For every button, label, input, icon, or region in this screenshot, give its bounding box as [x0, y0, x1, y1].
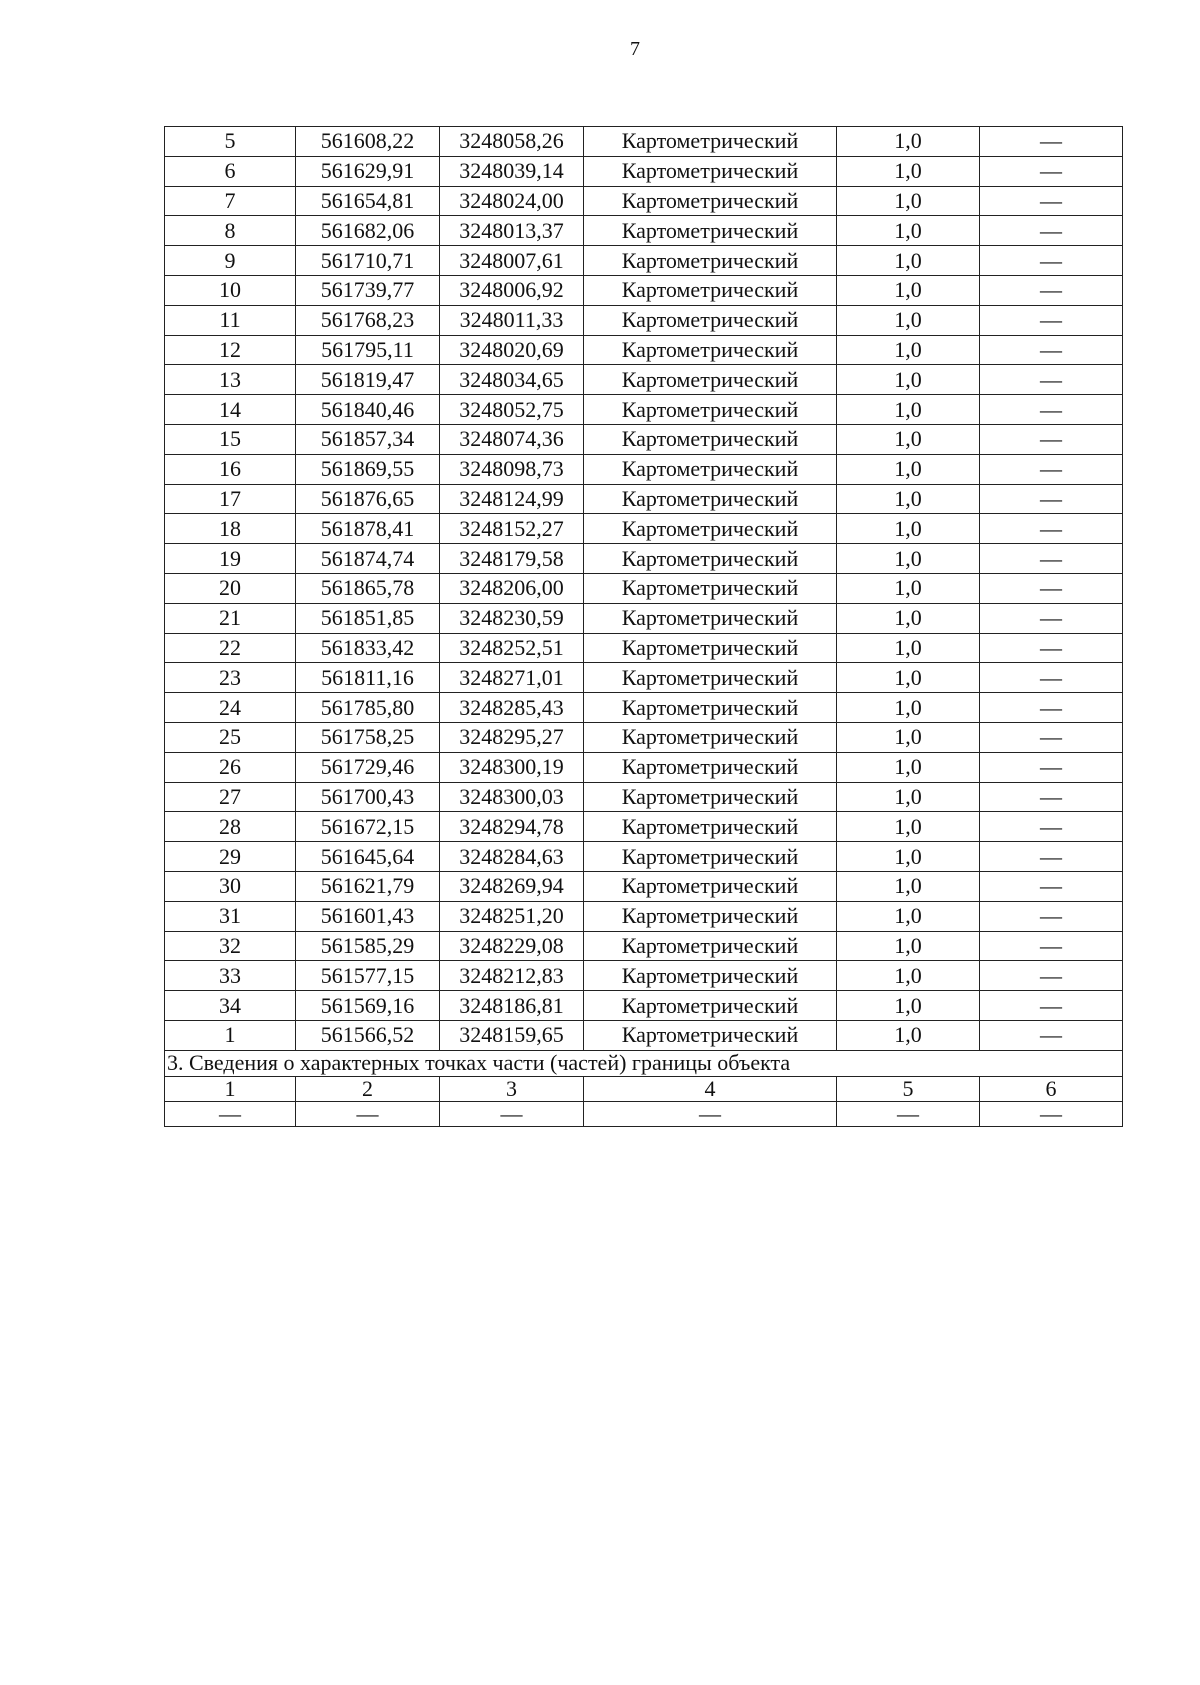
- y-coordinate-cell: 3248124,99: [440, 484, 584, 514]
- table-row: [165, 603, 1123, 633]
- table-row: [165, 663, 1123, 693]
- point-number-cell: 16: [165, 454, 296, 484]
- x-coordinate-cell: 561869,55: [296, 454, 440, 484]
- note-cell: —: [980, 454, 1123, 484]
- accuracy-cell: 1,0: [837, 216, 980, 246]
- x-coordinate-cell: 561645,64: [296, 842, 440, 872]
- method-cell: Картометрический: [584, 395, 837, 425]
- empty-cell: —: [165, 1101, 296, 1126]
- empty-cell: —: [584, 1101, 837, 1126]
- empty-cell: —: [440, 1101, 584, 1126]
- point-number-cell: 10: [165, 275, 296, 305]
- y-coordinate-cell: 3248294,78: [440, 812, 584, 842]
- note-cell: —: [980, 127, 1123, 157]
- y-coordinate-cell: 3248269,94: [440, 871, 584, 901]
- note-cell: —: [980, 1020, 1123, 1050]
- accuracy-cell: 1,0: [837, 156, 980, 186]
- point-number-cell: 21: [165, 603, 296, 633]
- empty-cell: —: [980, 1101, 1123, 1126]
- note-cell: —: [980, 424, 1123, 454]
- y-coordinate-cell: 3248020,69: [440, 335, 584, 365]
- note-cell: —: [980, 544, 1123, 574]
- y-coordinate-cell: 3248098,73: [440, 454, 584, 484]
- method-cell: Картометрический: [584, 812, 837, 842]
- y-coordinate-cell: 3248271,01: [440, 663, 584, 693]
- y-coordinate-cell: 3248034,65: [440, 365, 584, 395]
- method-cell: Картометрический: [584, 156, 837, 186]
- accuracy-cell: 1,0: [837, 246, 980, 276]
- x-coordinate-cell: 561654,81: [296, 186, 440, 216]
- y-coordinate-cell: 3248074,36: [440, 424, 584, 454]
- column-number-cell: 1: [165, 1076, 296, 1101]
- table-row: [165, 246, 1123, 276]
- y-coordinate-cell: 3248024,00: [440, 186, 584, 216]
- y-coordinate-cell: 3248013,37: [440, 216, 584, 246]
- x-coordinate-cell: 561758,25: [296, 722, 440, 752]
- table-row: [165, 961, 1123, 991]
- coordinates-table-body: [165, 127, 1123, 1051]
- point-number-cell: 9: [165, 246, 296, 276]
- x-coordinate-cell: 561819,47: [296, 365, 440, 395]
- note-cell: —: [980, 573, 1123, 603]
- point-number-cell: 26: [165, 752, 296, 782]
- note-cell: —: [980, 901, 1123, 931]
- accuracy-cell: 1,0: [837, 633, 980, 663]
- y-coordinate-cell: 3248284,63: [440, 842, 584, 872]
- table-row: [165, 424, 1123, 454]
- table-row: [165, 752, 1123, 782]
- accuracy-cell: 1,0: [837, 573, 980, 603]
- table-row: [165, 216, 1123, 246]
- table-row: [165, 127, 1123, 157]
- method-cell: Картометрический: [584, 186, 837, 216]
- method-cell: Картометрический: [584, 931, 837, 961]
- page-number: 7: [630, 38, 640, 60]
- note-cell: —: [980, 633, 1123, 663]
- note-cell: —: [980, 991, 1123, 1021]
- method-cell: Картометрический: [584, 1020, 837, 1050]
- y-coordinate-cell: 3248252,51: [440, 633, 584, 663]
- method-cell: Картометрический: [584, 871, 837, 901]
- method-cell: Картометрический: [584, 901, 837, 931]
- point-number-cell: 11: [165, 305, 296, 335]
- method-cell: Картометрический: [584, 305, 837, 335]
- x-coordinate-cell: 561601,43: [296, 901, 440, 931]
- method-cell: Картометрический: [584, 573, 837, 603]
- x-coordinate-cell: 561700,43: [296, 782, 440, 812]
- x-coordinate-cell: 561621,79: [296, 871, 440, 901]
- table-row: [165, 812, 1123, 842]
- table-row: [165, 991, 1123, 1021]
- x-coordinate-cell: 561865,78: [296, 573, 440, 603]
- y-coordinate-cell: 3248007,61: [440, 246, 584, 276]
- point-number-cell: 19: [165, 544, 296, 574]
- point-number-cell: 28: [165, 812, 296, 842]
- section3-empty-row: [165, 1101, 1123, 1126]
- x-coordinate-cell: 561585,29: [296, 931, 440, 961]
- method-cell: Картометрический: [584, 991, 837, 1021]
- table-row: [165, 275, 1123, 305]
- note-cell: —: [980, 752, 1123, 782]
- x-coordinate-cell: 561710,71: [296, 246, 440, 276]
- accuracy-cell: 1,0: [837, 365, 980, 395]
- x-coordinate-cell: 561566,52: [296, 1020, 440, 1050]
- table-row: [165, 871, 1123, 901]
- accuracy-cell: 1,0: [837, 693, 980, 723]
- accuracy-cell: 1,0: [837, 782, 980, 812]
- note-cell: —: [980, 603, 1123, 633]
- method-cell: Картометрический: [584, 514, 837, 544]
- method-cell: Картометрический: [584, 633, 837, 663]
- x-coordinate-cell: 561785,80: [296, 693, 440, 723]
- table-row: [165, 514, 1123, 544]
- note-cell: —: [980, 275, 1123, 305]
- y-coordinate-cell: 3248300,19: [440, 752, 584, 782]
- accuracy-cell: 1,0: [837, 603, 980, 633]
- empty-cell: —: [296, 1101, 440, 1126]
- point-number-cell: 24: [165, 693, 296, 723]
- table-row: [165, 156, 1123, 186]
- x-coordinate-cell: 561682,06: [296, 216, 440, 246]
- accuracy-cell: 1,0: [837, 454, 980, 484]
- x-coordinate-cell: 561629,91: [296, 156, 440, 186]
- y-coordinate-cell: 3248212,83: [440, 961, 584, 991]
- accuracy-cell: 1,0: [837, 275, 980, 305]
- accuracy-cell: 1,0: [837, 931, 980, 961]
- point-number-cell: 8: [165, 216, 296, 246]
- point-number-cell: 13: [165, 365, 296, 395]
- note-cell: —: [980, 156, 1123, 186]
- method-cell: Картометрический: [584, 127, 837, 157]
- method-cell: Картометрический: [584, 275, 837, 305]
- table-row: [165, 484, 1123, 514]
- note-cell: —: [980, 365, 1123, 395]
- y-coordinate-cell: 3248006,92: [440, 275, 584, 305]
- point-number-cell: 32: [165, 931, 296, 961]
- x-coordinate-cell: 561840,46: [296, 395, 440, 425]
- table-row: [165, 782, 1123, 812]
- column-number-cell: 2: [296, 1076, 440, 1101]
- accuracy-cell: 1,0: [837, 961, 980, 991]
- method-cell: Картометрический: [584, 216, 837, 246]
- note-cell: —: [980, 395, 1123, 425]
- section3-column-numbers-row: [165, 1076, 1123, 1101]
- accuracy-cell: 1,0: [837, 842, 980, 872]
- note-cell: —: [980, 961, 1123, 991]
- point-number-cell: 14: [165, 395, 296, 425]
- point-number-cell: 23: [165, 663, 296, 693]
- table-row: [165, 365, 1123, 395]
- point-number-cell: 34: [165, 991, 296, 1021]
- y-coordinate-cell: 3248295,27: [440, 722, 584, 752]
- x-coordinate-cell: 561672,15: [296, 812, 440, 842]
- point-number-cell: 29: [165, 842, 296, 872]
- x-coordinate-cell: 561569,16: [296, 991, 440, 1021]
- x-coordinate-cell: 561795,11: [296, 335, 440, 365]
- note-cell: —: [980, 663, 1123, 693]
- section3-title: 3. Сведения о характерных точках части (частей) границы объекта: [165, 1050, 1123, 1076]
- point-number-cell: 33: [165, 961, 296, 991]
- method-cell: Картометрический: [584, 752, 837, 782]
- accuracy-cell: 1,0: [837, 424, 980, 454]
- accuracy-cell: 1,0: [837, 335, 980, 365]
- note-cell: —: [980, 335, 1123, 365]
- y-coordinate-cell: 3248179,58: [440, 544, 584, 574]
- point-number-cell: 15: [165, 424, 296, 454]
- table-row: [165, 186, 1123, 216]
- accuracy-cell: 1,0: [837, 186, 980, 216]
- point-number-cell: 27: [165, 782, 296, 812]
- y-coordinate-cell: 3248251,20: [440, 901, 584, 931]
- note-cell: —: [980, 871, 1123, 901]
- y-coordinate-cell: 3248206,00: [440, 573, 584, 603]
- note-cell: —: [980, 693, 1123, 723]
- column-number-cell: 5: [837, 1076, 980, 1101]
- x-coordinate-cell: 561851,85: [296, 603, 440, 633]
- table-row: [165, 454, 1123, 484]
- accuracy-cell: 1,0: [837, 1020, 980, 1050]
- method-cell: Картометрический: [584, 663, 837, 693]
- y-coordinate-cell: 3248159,65: [440, 1020, 584, 1050]
- x-coordinate-cell: 561874,74: [296, 544, 440, 574]
- method-cell: Картометрический: [584, 335, 837, 365]
- method-cell: Картометрический: [584, 722, 837, 752]
- x-coordinate-cell: 561857,34: [296, 424, 440, 454]
- accuracy-cell: 1,0: [837, 544, 980, 574]
- accuracy-cell: 1,0: [837, 305, 980, 335]
- accuracy-cell: 1,0: [837, 901, 980, 931]
- method-cell: Картометрический: [584, 365, 837, 395]
- point-number-cell: 22: [165, 633, 296, 663]
- table-row: [165, 573, 1123, 603]
- section3-title-row: [165, 1050, 1123, 1076]
- column-number-cell: 4: [584, 1076, 837, 1101]
- accuracy-cell: 1,0: [837, 663, 980, 693]
- point-number-cell: 5: [165, 127, 296, 157]
- y-coordinate-cell: 3248230,59: [440, 603, 584, 633]
- point-number-cell: 31: [165, 901, 296, 931]
- point-number-cell: 12: [165, 335, 296, 365]
- method-cell: Картометрический: [584, 484, 837, 514]
- table-row: [165, 544, 1123, 574]
- note-cell: —: [980, 186, 1123, 216]
- table-row: [165, 722, 1123, 752]
- x-coordinate-cell: 561768,23: [296, 305, 440, 335]
- x-coordinate-cell: 561739,77: [296, 275, 440, 305]
- point-number-cell: 6: [165, 156, 296, 186]
- x-coordinate-cell: 561878,41: [296, 514, 440, 544]
- method-cell: Картометрический: [584, 961, 837, 991]
- y-coordinate-cell: 3248039,14: [440, 156, 584, 186]
- table-row: [165, 842, 1123, 872]
- accuracy-cell: 1,0: [837, 752, 980, 782]
- point-number-cell: 20: [165, 573, 296, 603]
- method-cell: Картометрический: [584, 782, 837, 812]
- accuracy-cell: 1,0: [837, 514, 980, 544]
- note-cell: —: [980, 305, 1123, 335]
- x-coordinate-cell: 561811,16: [296, 663, 440, 693]
- y-coordinate-cell: 3248285,43: [440, 693, 584, 723]
- note-cell: —: [980, 782, 1123, 812]
- section3-body: [165, 1050, 1123, 1126]
- point-number-cell: 25: [165, 722, 296, 752]
- x-coordinate-cell: 561729,46: [296, 752, 440, 782]
- accuracy-cell: 1,0: [837, 127, 980, 157]
- y-coordinate-cell: 3248300,03: [440, 782, 584, 812]
- method-cell: Картометрический: [584, 842, 837, 872]
- table-row: [165, 693, 1123, 723]
- table-row: [165, 633, 1123, 663]
- table-row: [165, 395, 1123, 425]
- accuracy-cell: 1,0: [837, 991, 980, 1021]
- y-coordinate-cell: 3248229,08: [440, 931, 584, 961]
- method-cell: Картометрический: [584, 424, 837, 454]
- method-cell: Картометрический: [584, 544, 837, 574]
- table-row: [165, 901, 1123, 931]
- x-coordinate-cell: 561876,65: [296, 484, 440, 514]
- y-coordinate-cell: 3248011,33: [440, 305, 584, 335]
- table-row: [165, 931, 1123, 961]
- table-row: [165, 1020, 1123, 1050]
- y-coordinate-cell: 3248058,26: [440, 127, 584, 157]
- note-cell: —: [980, 931, 1123, 961]
- note-cell: —: [980, 216, 1123, 246]
- accuracy-cell: 1,0: [837, 395, 980, 425]
- method-cell: Картометрический: [584, 246, 837, 276]
- column-number-cell: 6: [980, 1076, 1123, 1101]
- point-number-cell: 30: [165, 871, 296, 901]
- note-cell: —: [980, 812, 1123, 842]
- y-coordinate-cell: 3248052,75: [440, 395, 584, 425]
- point-number-cell: 17: [165, 484, 296, 514]
- note-cell: —: [980, 514, 1123, 544]
- x-coordinate-cell: 561833,42: [296, 633, 440, 663]
- point-number-cell: 7: [165, 186, 296, 216]
- column-number-cell: 3: [440, 1076, 584, 1101]
- method-cell: Картометрический: [584, 693, 837, 723]
- note-cell: —: [980, 842, 1123, 872]
- note-cell: —: [980, 722, 1123, 752]
- table-row: [165, 305, 1123, 335]
- accuracy-cell: 1,0: [837, 722, 980, 752]
- accuracy-cell: 1,0: [837, 871, 980, 901]
- x-coordinate-cell: 561608,22: [296, 127, 440, 157]
- coordinates-table: [164, 126, 1123, 1127]
- table-row: [165, 335, 1123, 365]
- empty-cell: —: [837, 1101, 980, 1126]
- y-coordinate-cell: 3248152,27: [440, 514, 584, 544]
- note-cell: —: [980, 246, 1123, 276]
- x-coordinate-cell: 561577,15: [296, 961, 440, 991]
- point-number-cell: 18: [165, 514, 296, 544]
- method-cell: Картометрический: [584, 603, 837, 633]
- accuracy-cell: 1,0: [837, 812, 980, 842]
- note-cell: —: [980, 484, 1123, 514]
- point-number-cell: 1: [165, 1020, 296, 1050]
- method-cell: Картометрический: [584, 454, 837, 484]
- y-coordinate-cell: 3248186,81: [440, 991, 584, 1021]
- accuracy-cell: 1,0: [837, 484, 980, 514]
